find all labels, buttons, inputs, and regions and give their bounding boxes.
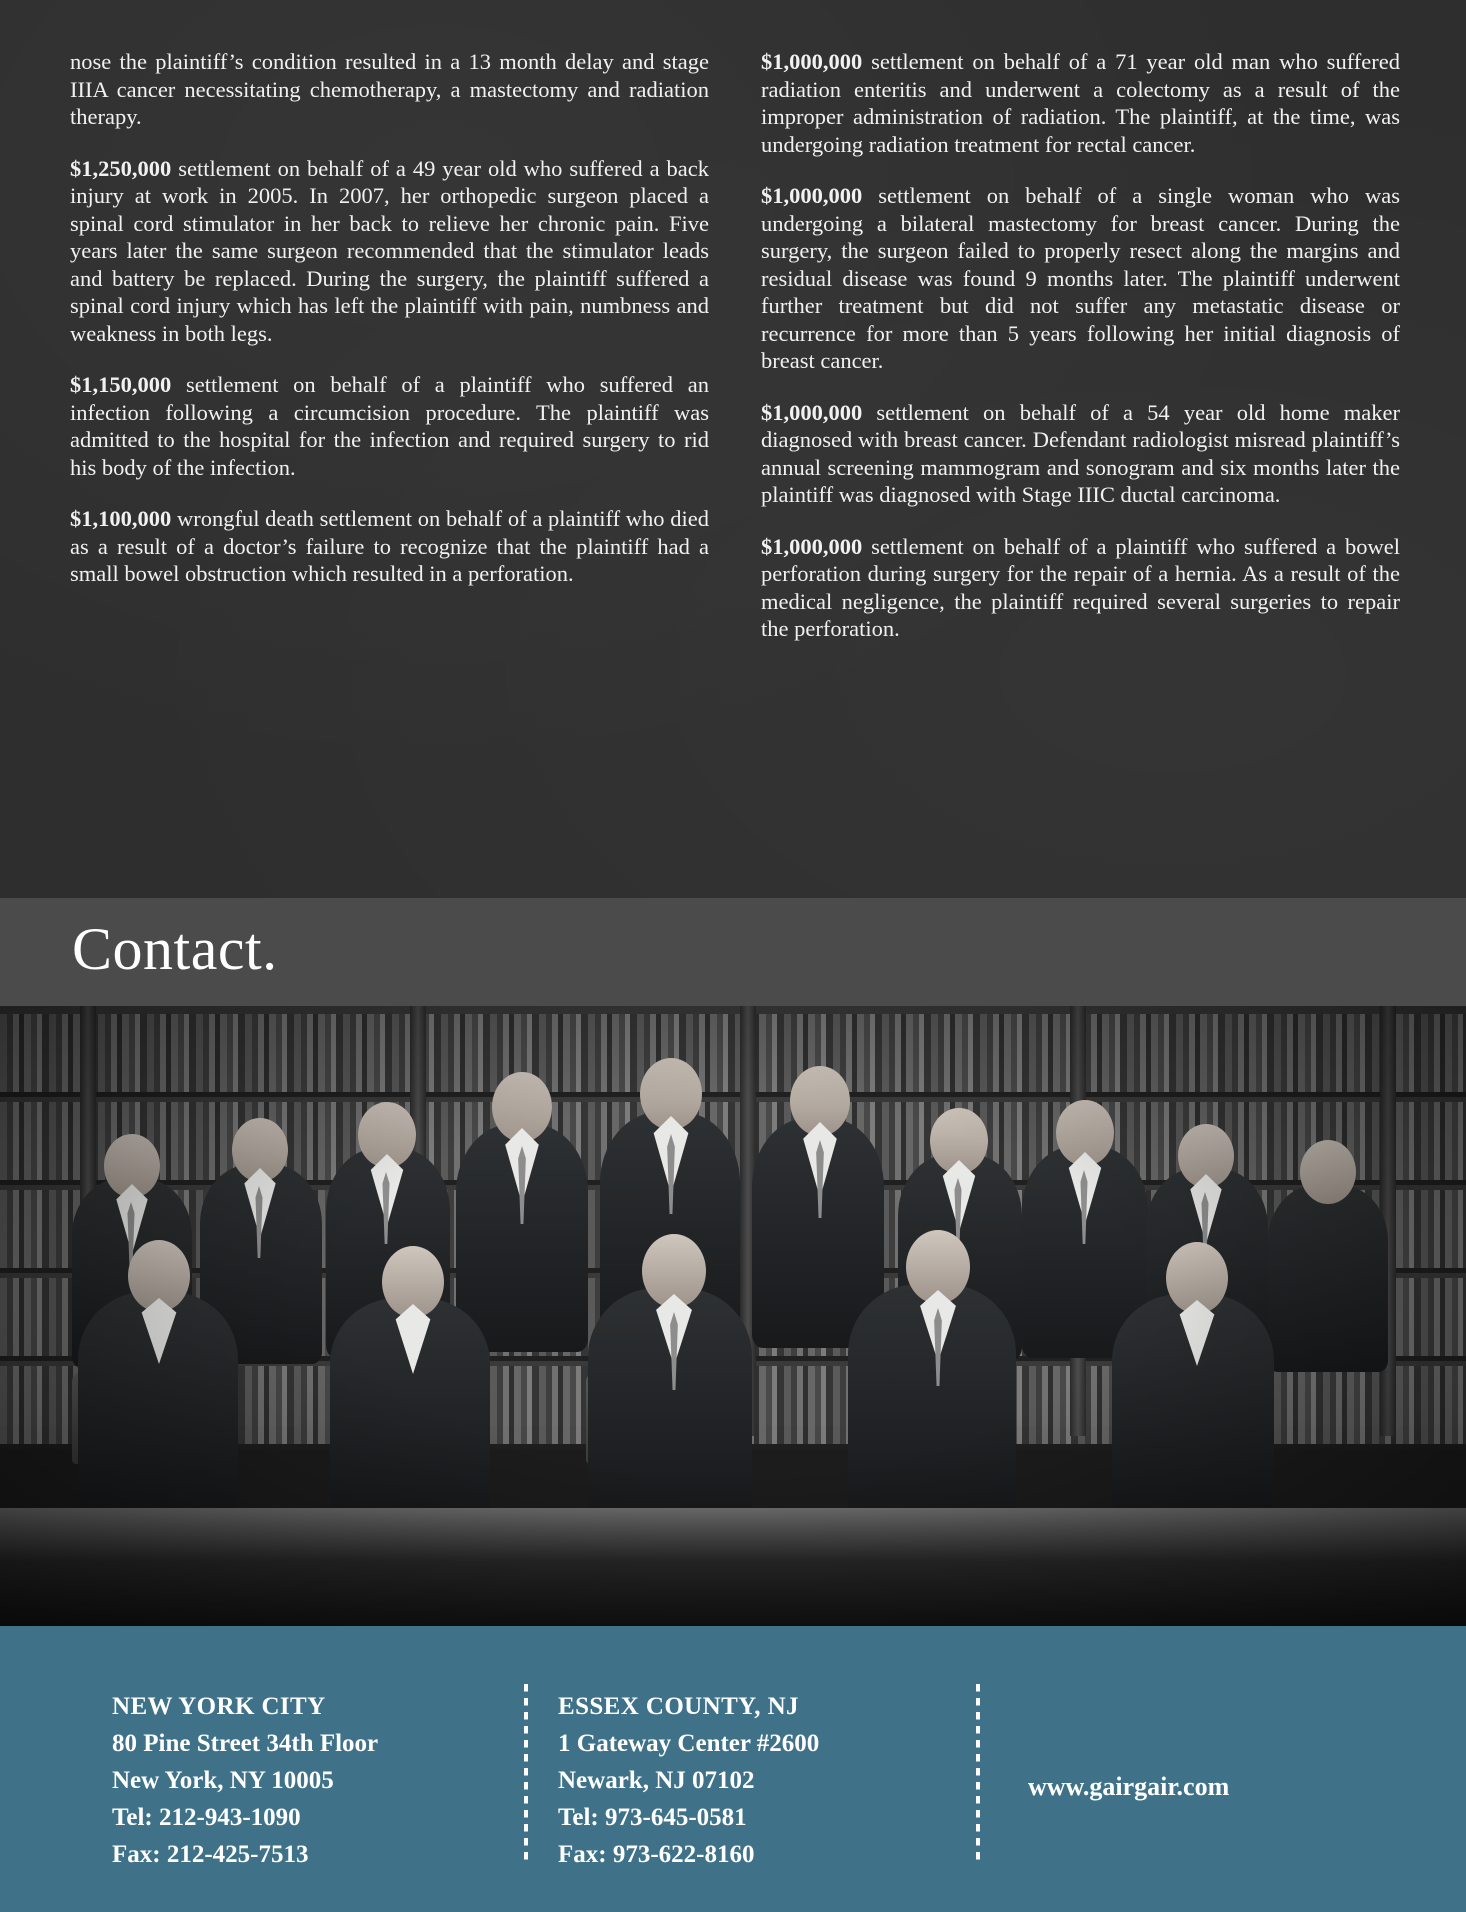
settlement-text: settlement on behalf of a 54 year old home maker diagnosed with breast cancer. Defendant radiologist misread plaintiff’s annual screening mammogram and sonogram and six months later the plaintiff was diagnosed with Stage IIIC ductal carcinoma. xyxy=(761,399,1400,507)
settlement-paragraph xyxy=(70,155,709,348)
photo-vignette xyxy=(0,1006,1466,1626)
footer-divider xyxy=(524,1684,528,1860)
settlement-paragraph xyxy=(761,533,1400,643)
office-address-line1: 1 Gateway Center #2600 xyxy=(558,1730,820,1757)
contact-band xyxy=(0,898,1466,1006)
settlement-text: nose the plaintiff’s condition resulted in a 13 month delay and stage IIIA cancer necessitating chemotherapy, a mastectomy and radiation therapy. xyxy=(70,49,709,129)
settlements-section xyxy=(0,0,1466,898)
settlement-paragraph xyxy=(70,48,709,131)
settlement-amount: $1,250,000 xyxy=(70,155,172,181)
office-address-line2: Newark, NJ 07102 xyxy=(558,1767,755,1794)
settlements-right-column xyxy=(761,48,1400,667)
website-link[interactable]: www.gairgair.com xyxy=(1028,1772,1230,1801)
settlement-amount: $1,000,000 xyxy=(761,533,863,559)
contact-heading: Contact. xyxy=(72,916,278,982)
settlements-left-column xyxy=(70,48,709,667)
settlement-text: settlement on behalf of a plaintiff who suffered a bowel perforation during surgery for the repair of a hernia. As a result of the medical negligence, the plaintiff required several surgeries to repair the perforation. xyxy=(761,533,1400,641)
office-address-line1: 80 Pine Street 34th Floor xyxy=(112,1730,379,1757)
office-city: NEW YORK CITY xyxy=(112,1693,326,1720)
settlement-paragraph xyxy=(70,371,709,481)
firm-group-photo xyxy=(0,1006,1466,1626)
office-essex-county xyxy=(558,1688,819,1873)
settlement-paragraph xyxy=(761,48,1400,158)
office-fax: Fax: 212-425-7513 xyxy=(112,1841,309,1868)
settlement-amount: $1,000,000 xyxy=(761,183,863,208)
footer-divider xyxy=(976,1684,980,1860)
settlements-columns xyxy=(70,48,1400,667)
settlement-text: settlement on behalf of a 71 year old man who suffered radiation enteritis and underwent a colectomy as a result of the improper administration of radiation. The plaintiff, at the time, was undergoing radiation treatment for rectal cancer. xyxy=(761,49,1400,157)
office-phone[interactable]: Tel: 212-943-1090 xyxy=(112,1804,301,1831)
settlement-text: wrongful death settlement on behalf of a plaintiff who died as a result of a doctor’s failure to recognize that the plaintiff had a small bowel obstruction which resulted in a perforation. xyxy=(70,506,709,586)
settlement-text: settlement on behalf of a 49 year old who suffered a back injury at work in 2005. In 2007, her orthopedic surgeon placed a spinal cord stimulator in her back to relieve her chronic pain. Five years later the same surgeon recommended that the stimulator leads and battery be replaced. During the surgery, the plaintiff suffered a spinal cord injury which has left the plaintiff with pain, numbness and weakness in both legs. xyxy=(70,155,709,346)
settlement-paragraph xyxy=(761,182,1400,375)
settlement-amount: $1,000,000 xyxy=(761,399,863,425)
settlement-amount: $1,150,000 xyxy=(70,372,172,397)
office-city: ESSEX COUNTY, NJ xyxy=(558,1693,799,1720)
footer xyxy=(0,1626,1466,1912)
settlement-text: settlement on behalf of a single woman who was undergoing a bilateral mastectomy for breast cancer. During the surgery, the surgeon failed to properly resect along the margins and residual disease was found 9 months later. The plaintiff underwent further treatment but did not suffer any metastatic disease or recurrence for more than 5 years following her initial diagnosis of breast cancer. xyxy=(761,183,1400,373)
settlement-amount: $1,000,000 xyxy=(761,49,863,74)
settlement-paragraph xyxy=(761,399,1400,509)
settlement-paragraph xyxy=(70,505,709,588)
office-address-line2: New York, NY 10005 xyxy=(112,1767,334,1794)
office-phone[interactable]: Tel: 973-645-0581 xyxy=(558,1804,747,1831)
office-new-york-city xyxy=(112,1688,378,1873)
settlement-text: settlement on behalf of a plaintiff who suffered an infection following a circumcision procedure. The plaintiff was admitted to the hospital for the infection and required surgery to rid his body of the infection. xyxy=(70,372,709,480)
office-fax: Fax: 973-622-8160 xyxy=(558,1841,755,1868)
settlement-amount: $1,100,000 xyxy=(70,506,172,531)
